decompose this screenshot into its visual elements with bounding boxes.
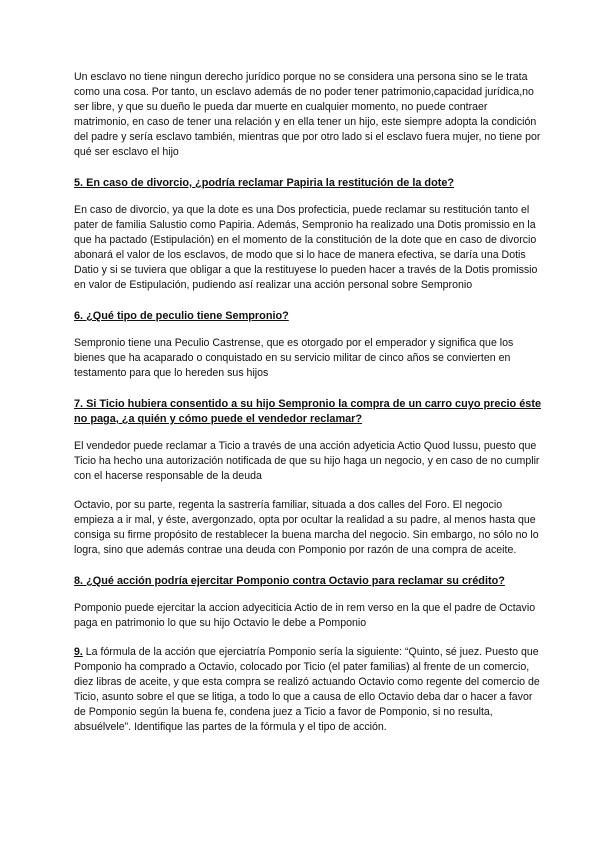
paragraph-answer-8: Pomponio puede ejercitar la accion adyeciticia Actio de in rem verso en la que el padre de Octavio paga en patrimonio lo que su hijo Octavio le debe a Pomponio [74, 602, 536, 629]
heading-question-6: 6. ¿Qué tipo de peculio tiene Sempronio? [74, 310, 289, 322]
question-9-number: 9. [74, 646, 83, 658]
paragraph-slavery: Un esclavo no tiene ningun derecho jurídico porque no se considera una persona sino se le trata como una cosa. Por tanto, un esclavo además de no poder tener patrimonio,capacidad jurídica,no ser libre, y que su dueño le pueda dar muerte en cualquier momento, no puede contraer matrimonio, en caso de tener una relación y en ella tener un hijo, este siempre adopta la condición del padre y sería esclavo también, mientras que por otro lado si el esclavo fuera mujer, no tiene por qué ser esclavo el hijo [74, 71, 541, 158]
question-9 [74, 645, 542, 735]
heading-question-8: 8. ¿Qué acción podría ejercitar Pomponio contra Octavio para reclamar su crédito? [74, 575, 505, 587]
paragraph-answer-5: En caso de divorcio, ya que la dote es una Dos profecticia, puede reclamar su restitución tanto el pater de familia Salustio como Papiria. Además, Sempronio ha realizado una Dotis promissio en la que ha pactado (Estipulación) en el momento de la constitución de la dote que en caso de divorcio abonará el valor de los esclavos, de modo que si lo hace de manera efectiva, se daría una Dotis Datio y si se tuviera que obligar a que la restituyese lo pueden hacer a través de la Dotis promissio en valor de Estipulación, pudiendo así realizar una acción personal sobre Sempronio [74, 204, 538, 291]
heading-question-5: 5. En caso de divorcio, ¿podría reclamar Papiria la restitución de la dote? [74, 177, 455, 189]
paragraph-answer-7: El vendedor puede reclamar a Ticio a través de una acción adyeticia Actio Quod Iussu, puesto que Ticio ha hecho una autorización notificada de que su hijo haga un negocio, y en caso de no cumplir con el hacerse responsable de la deuda [74, 440, 540, 482]
question-9-text: La fórmula de la acción que ejerciatría Pomponio sería la siguiente: “Quinto, sé juez. Puesto que Pomponio ha comprado a Octavio, colocado por Ticio (el pater familias) al frente de un comercio, diez libras de aceite, y que esta compra se realizó actuando Octavio como regente del comercio de Ticio, asunto sobre el que se litiga, a todo lo que a causa de ello Octavio deba dar o hacer a favor de Pomponio según la buena fe, condena juez a Ticio a favor de Pomponio, si no resulta, absuélvele”. Identifique las partes de la fórmula y el tipo de acción. [74, 646, 540, 733]
heading-question-7: 7. Si Ticio hubiera consentido a su hijo Sempronio la compra de un carro cuyo precio éste no paga, ¿a quién y cómo puede el vendedor reclamar? [74, 398, 541, 425]
paragraph-octavio-context: Octavio, por su parte, regenta la sastrería familiar, situada a dos calles del Foro. El negocio empieza a ir mal, y éste, avergonzado, opta por ocultar la realidad a su padre, al menos hasta que consiga su firme propósito de restablecer la buena marcha del negocio. Sin embargo, no sólo no lo logra, sino que además contrae una deuda con Pomponio por razón de una compra de aceite. [74, 499, 539, 556]
paragraph-answer-6: Sempronio tiene una Peculio Castrense, que es otorgado por el emperador y significa que los bienes que ha acaparado o conquistado en su servicio militar de cinco años se convierten en testamento para que lo hereden sus hijos [74, 337, 514, 379]
